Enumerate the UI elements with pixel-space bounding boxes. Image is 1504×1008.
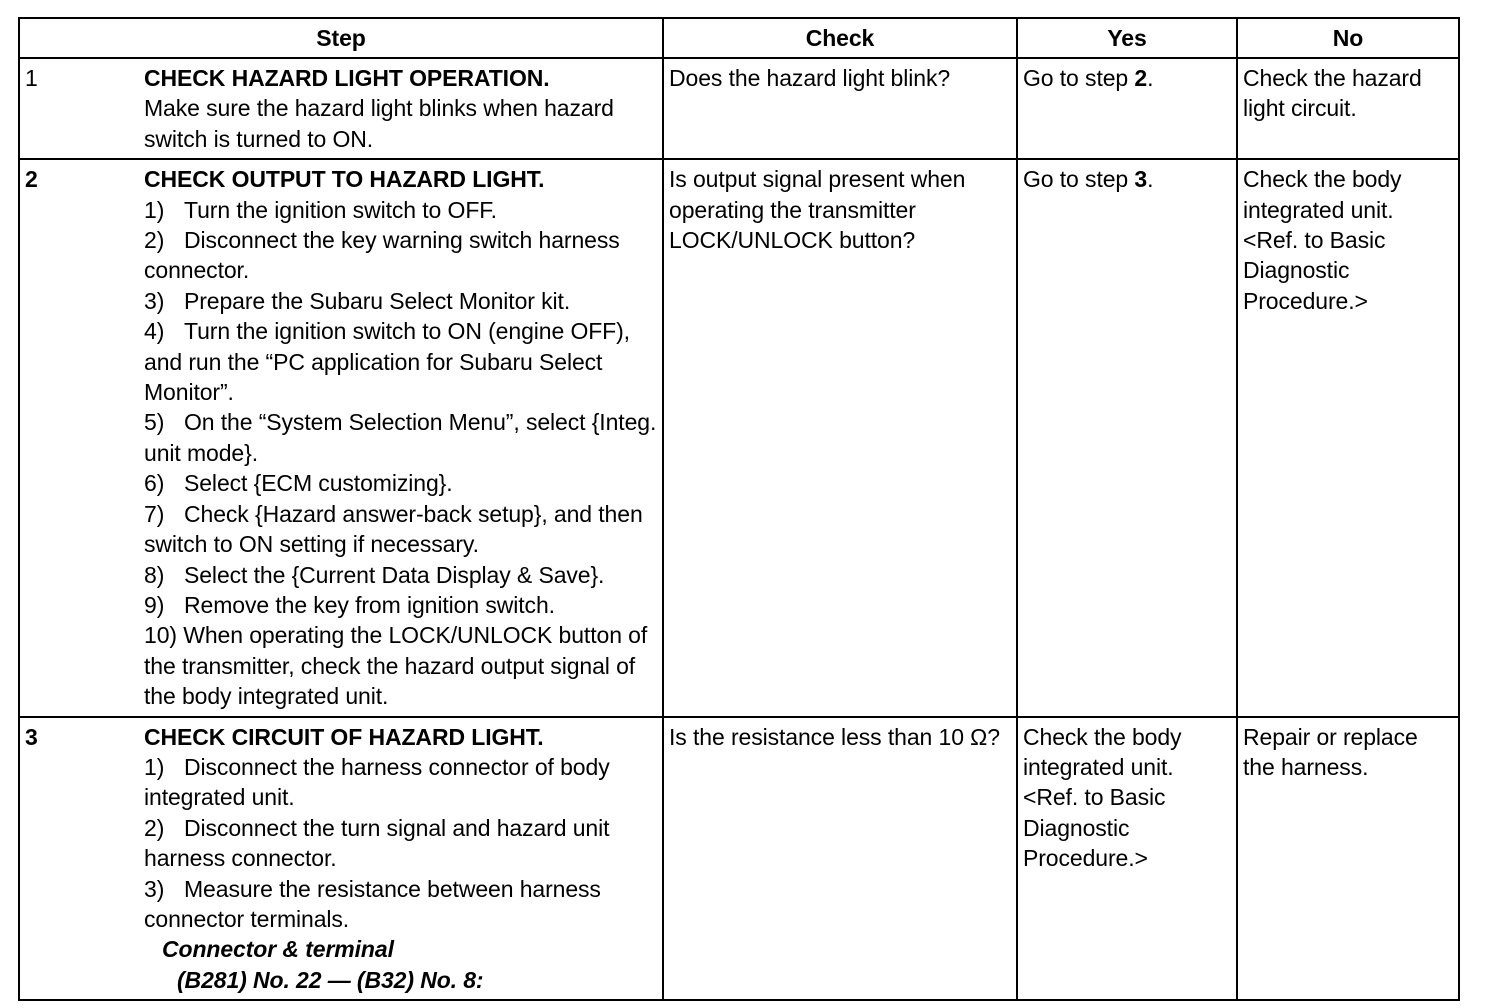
list-item xyxy=(144,468,657,498)
yes-cell xyxy=(1017,159,1237,716)
table-row xyxy=(19,58,1459,159)
item-number: 1) xyxy=(144,196,165,223)
list-item xyxy=(144,590,657,620)
step-description: Make sure the hazard light blinks when hazard switch is turned to ON. xyxy=(144,95,614,152)
header-row xyxy=(19,18,1459,58)
item-number: 7) xyxy=(144,500,165,527)
item-number: 2) xyxy=(144,227,165,254)
item-number: 6) xyxy=(144,470,165,497)
item-text: When operating the LOCK/UNLOCK button of the transmitter, check the hazard output signal of the body integrated unit. xyxy=(144,622,648,710)
item-number: 10) xyxy=(144,622,177,649)
yes-suffix: . xyxy=(1147,166,1154,193)
list-item xyxy=(144,813,657,874)
connector-label: Connector & terminal xyxy=(162,936,394,963)
yes-step-ref: 2 xyxy=(1134,65,1148,91)
list-item xyxy=(144,195,657,225)
item-number: 4) xyxy=(144,318,165,345)
no-cell: Check the body integrated unit. <Ref. to Basic Diagnostic Procedure.> xyxy=(1237,159,1459,716)
list-item xyxy=(144,874,657,935)
item-text: Disconnect the key warning switch harness connector. xyxy=(144,227,620,284)
item-text: Turn the ignition switch to ON (engine OFF), and run the “PC application for Subaru Select Monitor”. xyxy=(144,318,630,406)
connector-terminals: (B281) No. 22 — (B32) No. 8: xyxy=(177,966,484,993)
diagnostic-table xyxy=(18,17,1460,1001)
list-item xyxy=(144,286,657,316)
item-number: 3) xyxy=(144,875,165,902)
step-number: 1 xyxy=(25,65,38,91)
yes-prefix: Go to step xyxy=(1023,65,1135,91)
yes-suffix: . xyxy=(1147,65,1154,91)
header-no: No xyxy=(1237,18,1459,58)
yes-step-ref: 3 xyxy=(1134,166,1148,193)
no-cell: Repair or replace the harness. xyxy=(1237,717,1459,1001)
step-title: CHECK OUTPUT TO HAZARD LIGHT. xyxy=(144,166,545,193)
item-text: On the “System Selection Menu”, select {Integ. unit mode}. xyxy=(144,409,657,466)
yes-cell: Check the body integrated unit. <Ref. to Basic Diagnostic Procedure.> xyxy=(1017,717,1237,1001)
list-item xyxy=(144,407,657,468)
item-number: 2) xyxy=(144,814,165,841)
step-cell xyxy=(19,58,663,159)
item-text: Disconnect the turn signal and hazard unit harness connector. xyxy=(144,814,610,872)
item-text: Check {Hazard answer-back setup}, and then switch to ON setting if necessary. xyxy=(144,500,643,558)
step-number: 3 xyxy=(25,723,38,750)
header-yes: Yes xyxy=(1017,18,1237,58)
yes-prefix: Go to step xyxy=(1023,166,1135,193)
header-check: Check xyxy=(663,18,1017,58)
item-number: 8) xyxy=(144,561,165,588)
yes-cell xyxy=(1017,58,1237,159)
item-number: 3) xyxy=(144,287,165,314)
list-item xyxy=(144,752,657,813)
step-number: 2 xyxy=(25,166,38,193)
list-item xyxy=(144,499,657,560)
item-number: 9) xyxy=(144,591,165,618)
check-cell: Is the resistance less than 10 Ω? xyxy=(663,717,1017,1001)
item-text: Turn the ignition switch to OFF. xyxy=(184,196,497,223)
header-step: Step xyxy=(19,18,663,58)
table-row xyxy=(19,717,1459,1001)
check-cell: Is output signal present when operating the transmitter LOCK/UNLOCK button? xyxy=(663,159,1017,716)
list-item xyxy=(144,620,657,711)
item-text: Select the {Current Data Display & Save}. xyxy=(184,561,605,588)
item-text: Remove the key from ignition switch. xyxy=(184,591,555,618)
item-number: 1) xyxy=(144,753,165,780)
list-item xyxy=(144,316,657,407)
item-text: Prepare the Subaru Select Monitor kit. xyxy=(184,287,571,314)
item-text: Measure the resistance between harness connector terminals. xyxy=(144,875,601,932)
step-title: CHECK HAZARD LIGHT OPERATION. xyxy=(144,65,550,91)
item-number: 5) xyxy=(144,409,165,436)
item-text: Disconnect the harness connector of body integrated unit. xyxy=(144,753,610,811)
step-title: CHECK CIRCUIT OF HAZARD LIGHT. xyxy=(144,723,544,750)
check-cell: Does the hazard light blink? xyxy=(663,58,1017,159)
step-cell xyxy=(19,159,663,716)
list-item xyxy=(144,225,657,286)
table-row xyxy=(19,159,1459,716)
no-cell: Check the hazard light circuit. xyxy=(1237,58,1459,159)
list-item xyxy=(144,560,657,590)
item-text: Select {ECM customizing}. xyxy=(184,470,453,497)
step-cell xyxy=(19,717,663,1001)
